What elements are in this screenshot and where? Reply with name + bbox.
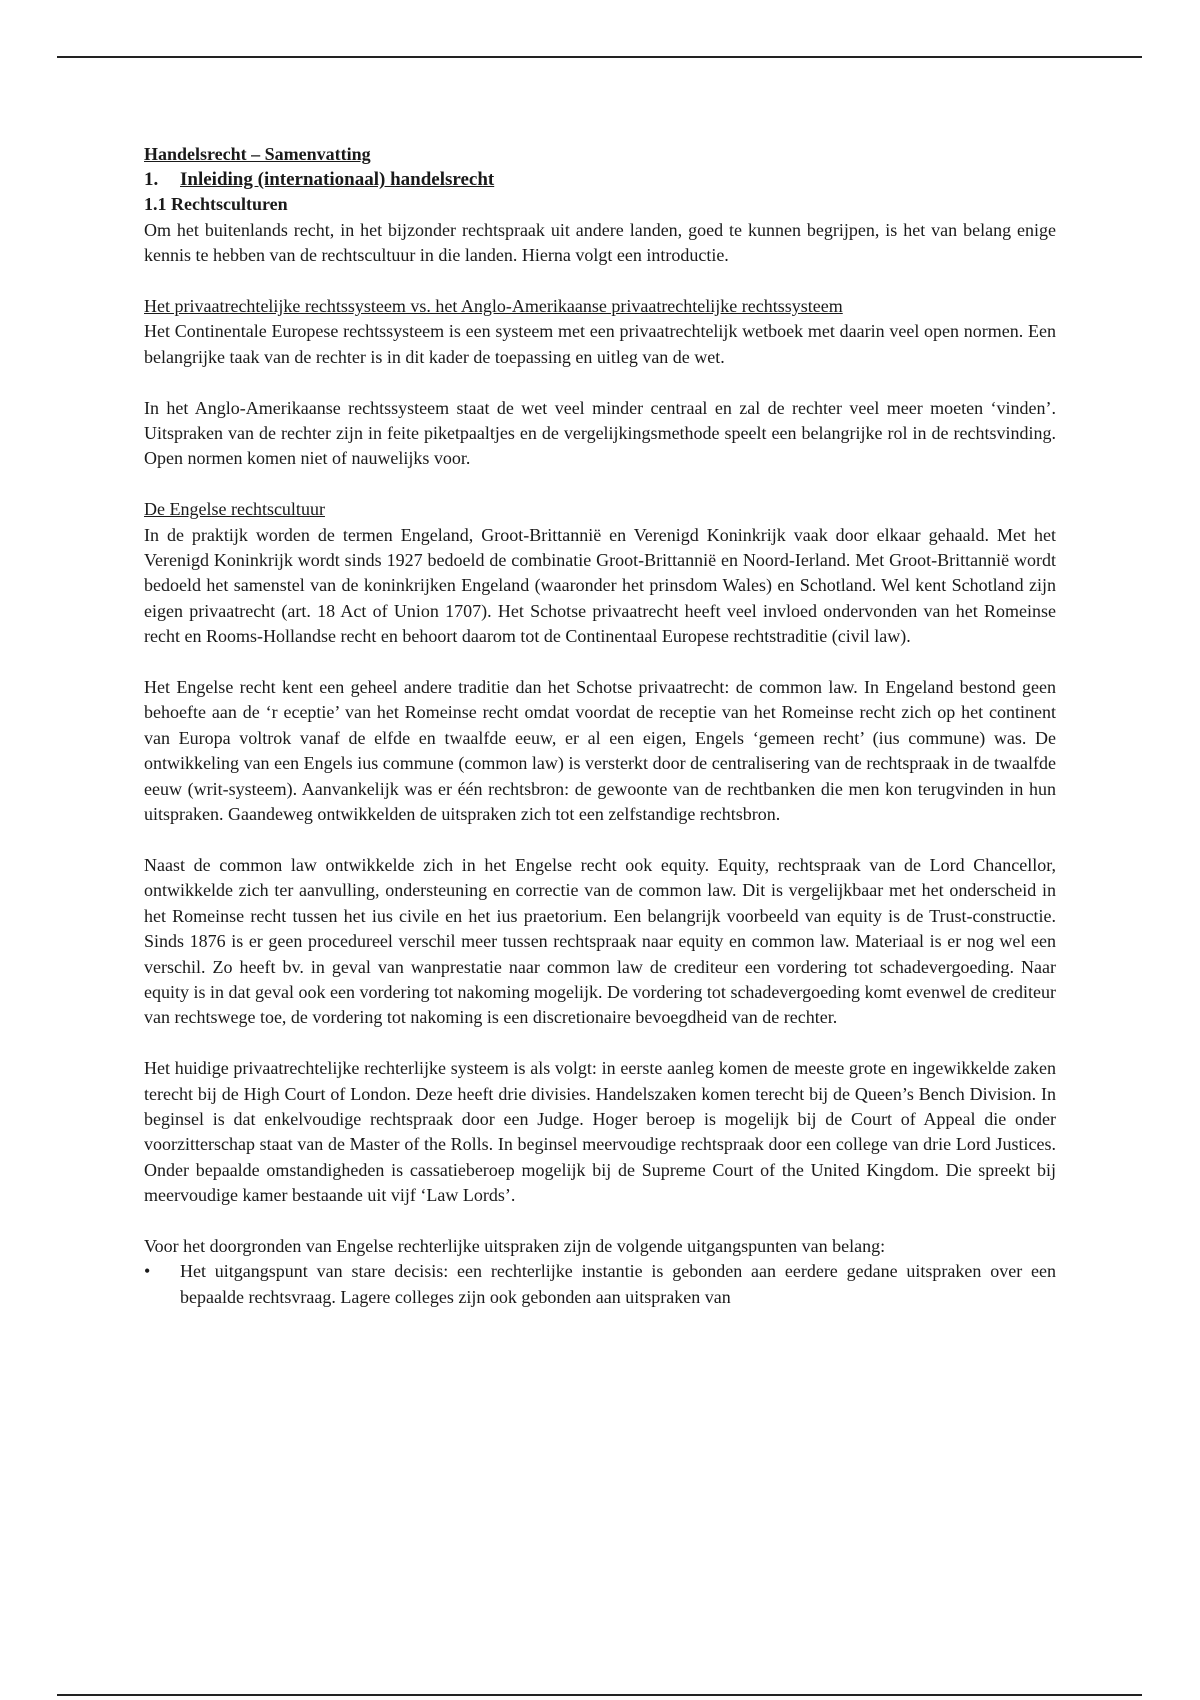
paragraph: In het Anglo-Amerikaanse rechtssysteem staat de wet veel minder centraal en zal de rechter veel meer moeten ‘vinden’. Uitspraken van de rechter zijn in feite piketpaaltjes en de vergelijkingsmethode speelt een belangrijke rol in de rechtsvinding. Open normen komen niet of nauwelijks voor. [144,397,1056,469]
document-body [144,142,1056,1310]
list-item-text: Het uitgangspunt van stare decisis: een rechterlijke instantie is gebonden aan eerdere gedane uitspraken over een bepaalde rechtsvraag. Lagere colleges zijn ook gebonden aan uitspraken van [180,1261,1056,1307]
list-item [144,1259,1056,1310]
document-title: Handelsrecht – Samenvatting [144,144,371,164]
paragraph: Het Engelse recht kent een geheel andere traditie dan het Schotse privaatrecht: de common law. In Engeland bestond geen behoefte aan de ‘r eceptie’ van het Romeinse recht omdat voordat de receptie van het Romeinse recht zich op het continent van Europa voltrok vanaf de elfde en twaalfde eeuw, er al een eigen, Engels ‘gemeen recht’ (ius commune) was. De ontwikkeling van een Engels ius commune (common law) is versterkt door de centralisering van de rechtspraak in de twaalfde eeuw (writ-systeem). Aanvankelijk was er één rechtsbron: de gewoonte van de rechtbanken die men kon terugvinden in hun uitspraken. Gaandeweg ontwikkelden de uitspraken zich tot een zelfstandige rechtsbron. [144,677,1056,825]
section-heading: 1.1 Rechtsculturen [144,194,288,215]
spacer [144,1031,1056,1056]
chapter-number: 1. [144,169,159,191]
subheading-engelse-rechtscultuur: De Engelse rechtscultuur [144,499,325,520]
intro-paragraph: Om het buitenlands recht, in het bijzonder rechtspraak uit andere landen, goed te kunnen begrijpen, is het van belang enige kennis te hebben van de rechtscultuur in die landen. Hierna volgt een introductie. [144,219,1056,266]
paragraph: Het Continentale Europese rechtssysteem is een systeem met een privaatrechtelijk wetboek met daarin veel open normen. Een belangrijke taak van de rechter is in dit kader de toepassing en uitleg van de wet. [144,321,1056,367]
footer-rule [57,1694,1142,1696]
chapter-title: Inleiding (internationaal) handelsrecht [180,169,495,191]
header-rule [57,56,1142,58]
paragraph: Het huidige privaatrechtelijke rechterlijke systeem is als volgt: in eerste aanleg komen de meeste grote en ingewikkelde zaken terecht bij de High Court of London. Deze heeft drie divisies. Handelszaken komen terecht bij de Queen’s Bench Division. In beginsel is dat enkelvoudige rechtspraak door een Judge. Hoger beroep is mogelijk bij de Court of Appeal die onder voorzitterschap staat van de Master of the Rolls. In beginsel meervoudige rechtspraak door een college van drie Lord Justices. Onder bepaalde omstandigheden is cassatieberoep mogelijk bij de Supreme Court of the United Kingdom. Die spreekt bij meervoudige kamer bestaande uit vijf ‘Law Lords’. [144,1058,1056,1206]
spacer [144,472,1056,497]
spacer [144,828,1056,853]
paragraph: In de praktijk worden de termen Engeland, Groot-Brittannië en Verenigd Koninkrijk vaak door elkaar gehaald. Met het Verenigd Koninkrijk wordt sinds 1927 bedoeld de combinatie Groot-Brittannië en Noord-Ierland. Met Groot-Brittannië wordt bedoeld het samenstel van de koninkrijken Engeland (waaronder het prinsdom Wales) en Schotland. Wel kent Schotland zijn eigen privaatrecht (art. 18 Act of Union 1707). Het Schotse privaatrecht heeft veel invloed ondervonden van het Romeinse recht en Rooms-Hollandse recht en behoort daarom tot de Continentaal Europese rechtstraditie (civil law). [144,524,1056,647]
spacer [144,1209,1056,1234]
spacer [144,370,1056,395]
spacer [144,650,1056,675]
subheading-rechtssysteem: Het privaatrechtelijke rechtssysteem vs. het Anglo-Amerikaanse privaatrechtelijke rechtssysteem [144,296,843,317]
paragraph: Voor het doorgronden van Engelse rechterlijke uitspraken zijn de volgende uitgangspunten van belang: [144,1235,886,1256]
paragraph: Naast de common law ontwikkelde zich in het Engelse recht ook equity. Equity, rechtspraak van de Lord Chancellor, ontwikkelde zich ter aanvulling, ondersteuning en correctie van de common law. Dit is vergelijkbaar met het onderscheid in het Romeinse recht tussen het ius civile en het ius praetorium. Een belangrijk voorbeeld van equity is de Trust-constructie. Sinds 1876 is er geen procedureel verschil meer tussen rechtspraak naar equity en common law. Materiaal is er nog wel een verschil. Zo heeft bv. in geval van wanprestatie naar common law de crediteur een vordering tot schadevergoeding. Naar equity is in dat geval ook een vordering tot nakoming mogelijk. De vordering tot schadevergoeding komt evenwel de crediteur van rechtswege toe, de vordering tot nakoming is een discretionaire bevoegdheid van de rechter. [144,854,1056,1028]
spacer [144,269,1056,294]
bullet-icon: • [144,1261,151,1282]
chapter-heading [144,167,1056,192]
